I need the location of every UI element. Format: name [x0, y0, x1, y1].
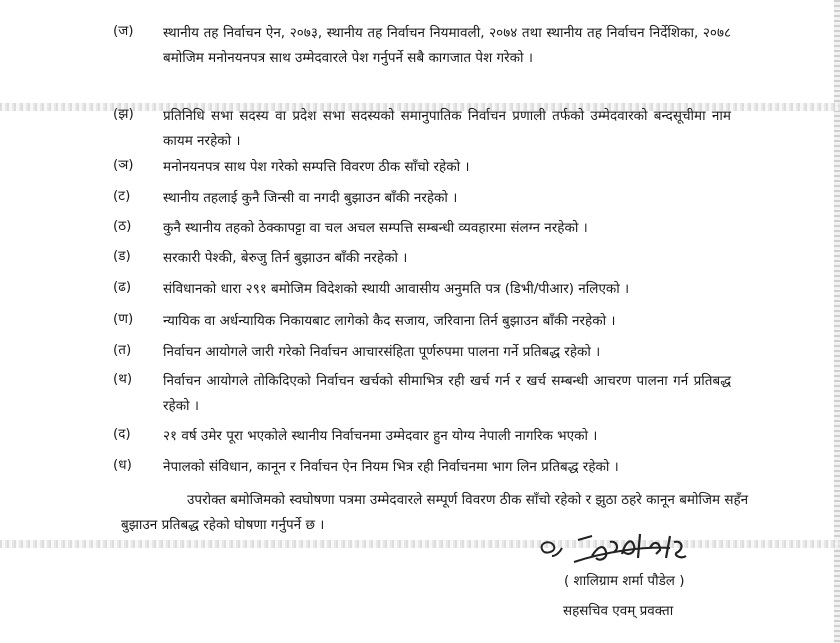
clause-text: सरकारी पेश्की, बेरुजु तिर्न बुझाउन बाँकी नरहेको ।	[163, 250, 408, 266]
signatory-designation: सहसचिव एवम् प्रवक्ता	[563, 603, 674, 619]
clause-label: (ड)	[113, 248, 131, 264]
clause-label: (द)	[113, 426, 131, 442]
clause-text: मनोनयनपत्र साथ पेश गरेको सम्पत्ति विवरण ठीक साँचो रहेको ।	[163, 159, 470, 175]
clause-label: (त)	[113, 342, 132, 358]
clause-label: (ठ)	[113, 218, 132, 234]
clause-text: न्यायिक वा अर्धन्यायिक निकायबाट लागेको कैद सजाय, जरिवाना तिर्न बुझाउन बाँकी नरहेको ।	[163, 313, 616, 329]
clause-text: संविधानको धारा २९१ बमोजिम विदेशको स्थायी आवासीय अनुमति पत्र (डिभी/पीआर) नलिएको ।	[163, 281, 630, 297]
closing-paragraph: उपरोक्त बमोजिमको स्वघोषणा पत्रमा उम्मेदवारले सम्पूर्ण विवरण ठीक साँचो रहेको र झुठा ठहरे कानून बमोजिम सहँन बुझाउन प्रतिबद्ध रहेको घोषणा गर्नुपर्ने छ ।	[121, 492, 749, 533]
clause-label: (थ)	[113, 371, 133, 387]
handwritten-signature	[522, 522, 732, 572]
clause-label: (झ)	[113, 106, 134, 122]
clause-text: प्रतिनिधि सभा सदस्य वा प्रदेश सभा सदस्यको समानुपातिक निर्वाचन प्रणाली तर्फको उम्मेदवारको बन्दसूचीमा नाम कायम नरहेको ।	[163, 108, 731, 149]
clause-label: (ध)	[113, 457, 132, 473]
clause-text: निर्वाचन आयोगले जारी गरेको निर्वाचन आचारसंहिता पूर्णरुपमा पालना गर्ने प्रतिबद्ध रहेको ।	[163, 344, 601, 360]
clause-label: (ण)	[113, 311, 134, 327]
clause-label: (ढ)	[113, 279, 132, 295]
clause-text: २१ वर्ष उमेर पूरा भएकोले स्थानीय निर्वाचनमा उम्मेदवार हुन योग्य नेपाली नागरिक भएको ।	[163, 428, 598, 444]
clause-text: स्थानीय तहलाई कुनै जिन्सी वा नगदी बुझाउन बाँकी नरहेको ।	[163, 190, 458, 206]
clause-text: कुनै स्थानीय तहको ठेक्कापट्टा वा चल अचल सम्पत्ति सम्बन्धी व्यवहारमा संलग्न नरहेको ।	[163, 220, 588, 236]
clause-label: (ञ)	[113, 157, 134, 173]
signatory-name: ( शालिग्राम शर्मा पौडेल )	[564, 573, 685, 589]
clause-text: निर्वाचन आयोगले तोकिदिएको निर्वाचन खर्चको सीमाभित्र रही खर्च गर्न र खर्च सम्बन्धी आचरण पालना गर्न प्रतिबद्ध रहेको ।	[163, 373, 731, 414]
clause-text: स्थानीय तह निर्वाचन ऐन, २०७३, स्थानीय तह निर्वाचन नियमावली, २०७४ तथा स्थानीय तह निर्वाचन निर्देशिका, २०७८ बमोजिम मनोनयनपत्र साथ उम्मेदवारले पेश गर्नुपर्ने सबै कागजात पेश गरेको ।	[163, 25, 731, 66]
clause-text: नेपालको संविधान, कानून र निर्वाचन ऐन नियम भित्र रही निर्वाचनमा भाग लिन प्रतिबद्ध रहेको ।	[163, 459, 619, 475]
clause-label: (ट)	[113, 188, 131, 204]
clause-label: (ज)	[113, 23, 134, 39]
